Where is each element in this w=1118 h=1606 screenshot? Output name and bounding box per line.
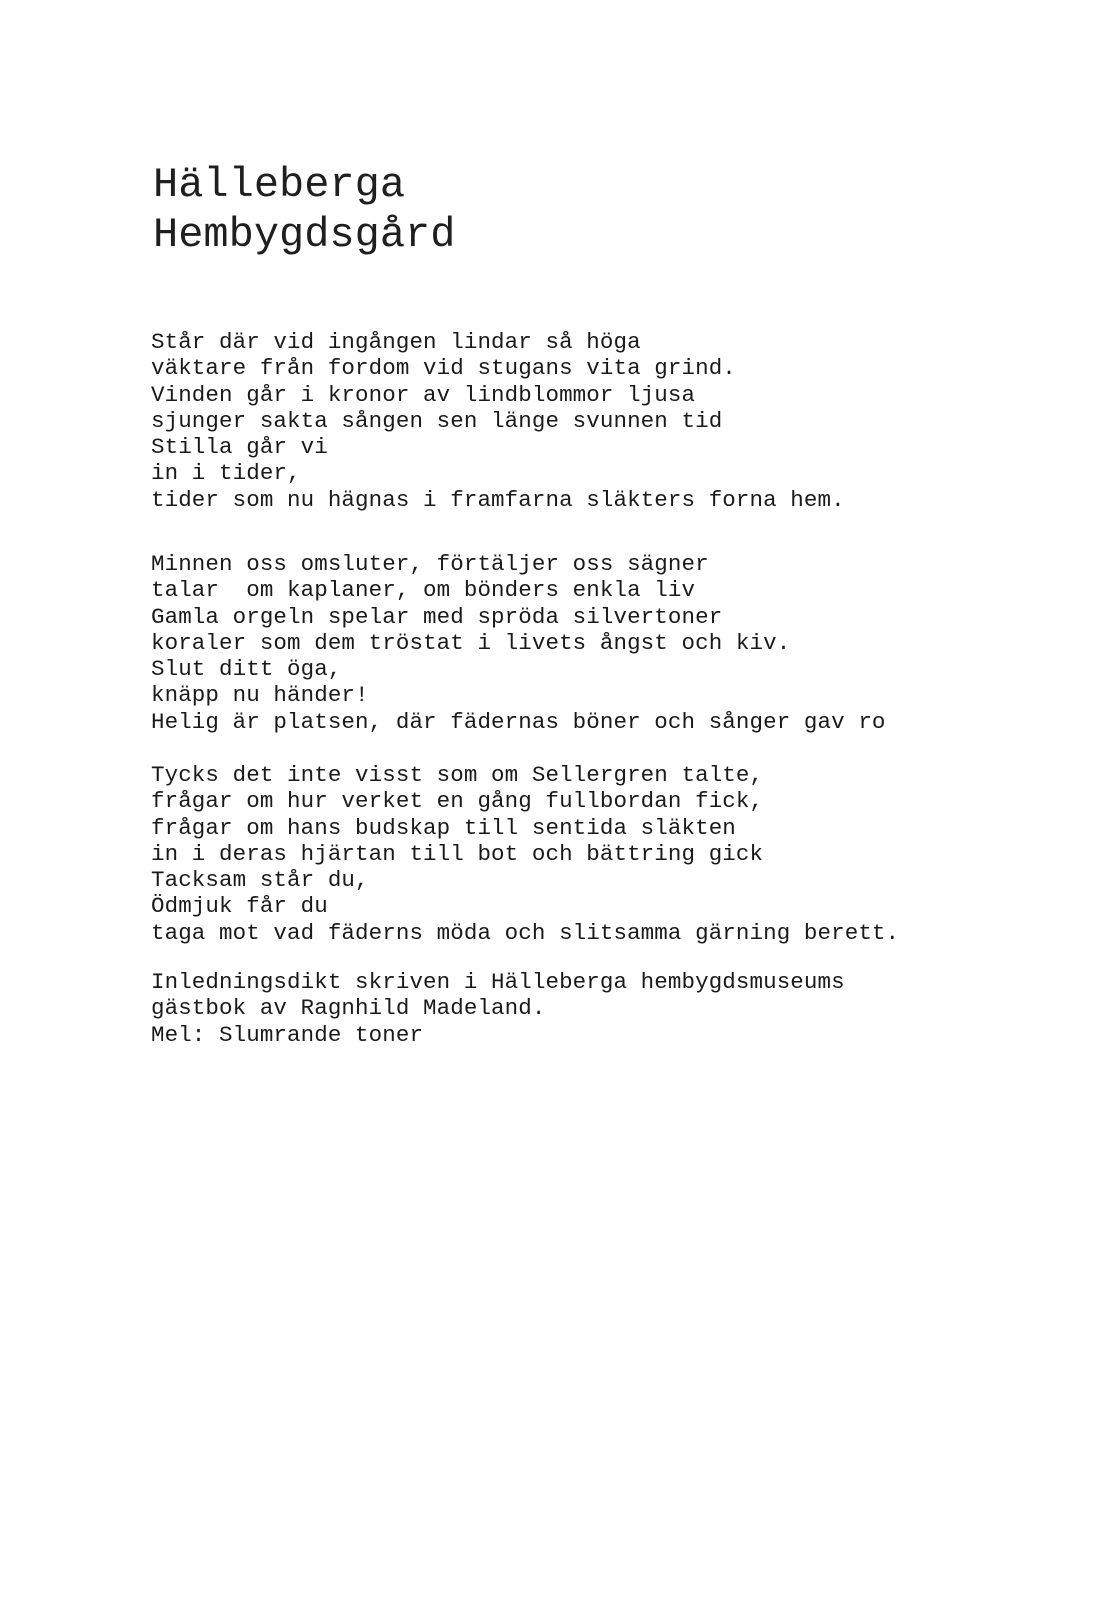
poem-stanza-1	[151, 329, 845, 513]
poem-line: sjunger sakta sången sen länge svunnen tid	[151, 407, 723, 434]
poem-line: frågar om hans budskap till sentida släkten	[151, 814, 736, 841]
poem-line: väktare från fordom vid stugans vita grind.	[151, 355, 736, 382]
page-title	[153, 160, 455, 260]
poem-line: tider som nu hägnas i framfarna släkters forna hem.	[151, 486, 845, 513]
poem-line: koraler som dem tröstat i livets ångst och kiv.	[151, 629, 791, 656]
poem-line: Gamla orgeln spelar med spröda silvertoner	[151, 603, 723, 630]
poem-line: Minnen oss omsluter, förtäljer oss sägner	[151, 551, 709, 577]
footnote	[151, 969, 845, 1048]
poem-line: in i deras hjärtan till bot och bättring gick	[151, 840, 764, 867]
title-line: Hälleberga	[153, 161, 406, 209]
poem-line: in i tider,	[151, 460, 301, 487]
poem-stanza-2	[151, 551, 886, 735]
poem-line: Vinden går i kronor av lindblommor ljusa	[151, 381, 696, 408]
poem-line: taga mot vad fäderns möda och slitsamma gärning berett.	[151, 919, 900, 946]
poem-line: Tacksam står du,	[151, 867, 369, 894]
title-line: Hembygdsgård	[153, 211, 456, 259]
footnote-line: Inledningsdikt skriven i Hälleberga hembygdsmuseums	[151, 969, 845, 995]
poem-line: Tycks det inte visst som om Sellergren talte,	[151, 762, 764, 788]
poem-line: Står där vid ingången lindar så höga	[151, 329, 641, 355]
poem-line: Ödmjuk får du	[151, 893, 328, 920]
poem-line: Helig är platsen, där fädernas böner och sånger gav ro	[151, 708, 886, 735]
poem-line: Stilla går vi	[151, 434, 328, 461]
poem-line: Slut ditt öga,	[151, 656, 342, 683]
poem-line: talar om kaplaner, om bönders enkla liv	[151, 577, 696, 604]
poem-line: knäpp nu händer!	[151, 682, 369, 709]
footnote-line: gästbok av Ragnhild Madeland.	[151, 995, 546, 1022]
poem-stanza-3	[151, 762, 899, 946]
poem-line: frågar om hur verket en gång fullbordan fick,	[151, 788, 764, 815]
footnote-line: Mel: Slumrande toner	[151, 1021, 424, 1048]
